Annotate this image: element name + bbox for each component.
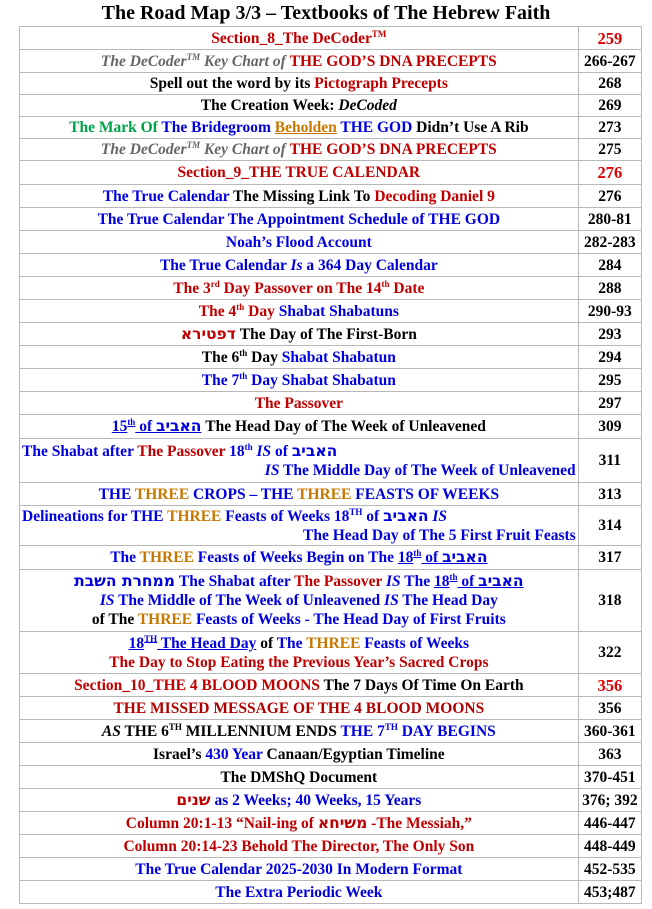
toc-row bbox=[20, 73, 642, 95]
toc-row bbox=[20, 50, 642, 73]
toc-entry[interactable]: The 4th Day Shabat Shabatuns bbox=[20, 300, 579, 323]
page-number: 288 bbox=[578, 277, 641, 300]
toc-row bbox=[20, 812, 642, 835]
page-number: 360-361 bbox=[578, 720, 641, 743]
toc-entry[interactable]: Noah’s Flood Account bbox=[20, 231, 579, 254]
toc-entry[interactable]: The 7th Day Shabat Shabatun bbox=[20, 369, 579, 392]
toc-row bbox=[20, 139, 642, 161]
page-number: 318 bbox=[578, 570, 641, 632]
toc-row bbox=[20, 300, 642, 323]
toc-entry[interactable]: Section_9_THE TRUE CALENDAR bbox=[20, 161, 579, 185]
toc-row bbox=[20, 185, 642, 208]
toc-entry[interactable]: The Creation Week: DeCoded bbox=[20, 95, 579, 117]
toc-entry[interactable]: The Extra Periodic Week bbox=[20, 881, 579, 904]
toc-row bbox=[20, 697, 642, 720]
toc-entry[interactable]: The True Calendar Is a 364 Day Calendar bbox=[20, 254, 579, 277]
toc-entry[interactable]: Israel’s 430 Year Canaan/Egyptian Timeline bbox=[20, 743, 579, 766]
page-number: 356 bbox=[578, 697, 641, 720]
toc-row bbox=[20, 881, 642, 904]
page-number: 376; 392 bbox=[578, 789, 641, 812]
toc-row bbox=[20, 346, 642, 369]
toc-entry[interactable]: The Passover bbox=[20, 392, 579, 415]
page-number: 314 bbox=[578, 506, 641, 546]
toc-row bbox=[20, 415, 642, 439]
toc-entry[interactable]: Column 20:14-23 Behold The Director, The Only Son bbox=[20, 835, 579, 858]
toc-entry[interactable]: 18TH The Head Day of The THREE Feasts of Weeks The Day to Stop Eating the Previous Year’s Sacred Crops bbox=[20, 632, 579, 674]
page-number: 290-93 bbox=[578, 300, 641, 323]
page-number: 448-449 bbox=[578, 835, 641, 858]
toc-row bbox=[20, 720, 642, 743]
toc-entry[interactable]: Delineations for THE THREE Feasts of Weeks 18TH of האביב IS The Head Day of The 5 First Fruit Feasts bbox=[20, 506, 579, 546]
toc-row bbox=[20, 766, 642, 789]
toc-entry[interactable]: The True Calendar The Appointment Schedule of THE GOD bbox=[20, 208, 579, 231]
toc-row bbox=[20, 858, 642, 881]
page-number: 268 bbox=[578, 73, 641, 95]
toc-entry[interactable]: THE MISSED MESSAGE OF THE 4 BLOOD MOONS bbox=[20, 697, 579, 720]
page-number: 282-283 bbox=[578, 231, 641, 254]
page-title: The Road Map 3/3 – Textbooks of The Hebrew Faith bbox=[101, 2, 551, 24]
page-number: 266-267 bbox=[578, 50, 641, 73]
page-number: 284 bbox=[578, 254, 641, 277]
page-number: 356 bbox=[578, 674, 641, 697]
toc-row bbox=[20, 743, 642, 766]
toc-row bbox=[20, 323, 642, 346]
page-number: 313 bbox=[578, 483, 641, 506]
toc-row bbox=[20, 506, 642, 546]
toc-entry[interactable]: The Shabat after The Passover 18th IS of האביב IS The Middle Day of The Week of Unleavened bbox=[20, 439, 579, 483]
toc-entry[interactable]: The 3rd Day Passover on The 14th Date bbox=[20, 277, 579, 300]
page-number: 317 bbox=[578, 546, 641, 570]
toc-entry[interactable]: ממחרת השבת The Shabat after The Passover IS The 18th of האביב IS The Middle of The Week of Unleavened IS The Head Day of The THREE Feasts of Weeks - The Head Day of First Fruits bbox=[20, 570, 579, 632]
toc-entry[interactable]: The True Calendar The Missing Link To Decoding Daniel 9 bbox=[20, 185, 579, 208]
page-number: 453;487 bbox=[578, 881, 641, 904]
toc-entry[interactable]: The DeCoder™ Key Chart of THE GOD’S DNA PRECEPTS bbox=[20, 139, 579, 161]
toc-row bbox=[20, 546, 642, 570]
toc-row bbox=[20, 369, 642, 392]
toc-entry[interactable]: Section_10_THE 4 BLOOD MOONS The 7 Days Of Time On Earth bbox=[20, 674, 579, 697]
page-number: 452-535 bbox=[578, 858, 641, 881]
page-number: 293 bbox=[578, 323, 641, 346]
page-number: 280-81 bbox=[578, 208, 641, 231]
toc-entry[interactable]: The 6th Day Shabat Shabatun bbox=[20, 346, 579, 369]
page-number: 446-447 bbox=[578, 812, 641, 835]
toc-entry[interactable]: The Mark Of The Bridegroom Beholden THE GOD Didn’t Use A Rib bbox=[20, 117, 579, 139]
toc-row bbox=[20, 483, 642, 506]
toc-row bbox=[20, 570, 642, 632]
toc-row bbox=[20, 277, 642, 300]
page-number: 273 bbox=[578, 117, 641, 139]
page-number: 370-451 bbox=[578, 766, 641, 789]
page-number: 297 bbox=[578, 392, 641, 415]
page-number: 275 bbox=[578, 139, 641, 161]
page-number: 322 bbox=[578, 632, 641, 674]
toc-table bbox=[19, 26, 642, 904]
toc-row bbox=[20, 161, 642, 185]
toc-entry[interactable]: דפטירא The Day of The First-Born bbox=[20, 323, 579, 346]
toc-row bbox=[20, 789, 642, 812]
toc-row bbox=[20, 835, 642, 858]
toc-row bbox=[20, 674, 642, 697]
page-number: 269 bbox=[578, 95, 641, 117]
toc-row bbox=[20, 231, 642, 254]
toc-row bbox=[20, 632, 642, 674]
toc-row bbox=[20, 439, 642, 483]
page-number: 309 bbox=[578, 415, 641, 439]
page-number: 363 bbox=[578, 743, 641, 766]
page-number: 259 bbox=[578, 27, 641, 50]
page-number: 294 bbox=[578, 346, 641, 369]
toc-entry[interactable]: 15th of האביב The Head Day of The Week of Unleavened bbox=[20, 415, 579, 439]
toc-entry[interactable]: THE THREE CROPS – THE THREE FEASTS OF WEEKS bbox=[20, 483, 579, 506]
toc-row bbox=[20, 117, 642, 139]
toc-entry[interactable]: Column 20:1-13 “Nail-ing of משיחא -The Messiah,” bbox=[20, 812, 579, 835]
page-number: 295 bbox=[578, 369, 641, 392]
toc-entry[interactable]: The THREE Feasts of Weeks Begin on The 18th of האביב bbox=[20, 546, 579, 570]
toc-entry[interactable]: The DMShQ Document bbox=[20, 766, 579, 789]
toc-entry[interactable]: שנים as 2 Weeks; 40 Weeks, 15 Years bbox=[20, 789, 579, 812]
page-number: 276 bbox=[578, 161, 641, 185]
toc-row bbox=[20, 95, 642, 117]
toc-row bbox=[20, 208, 642, 231]
toc-entry[interactable]: The True Calendar 2025-2030 In Modern Format bbox=[20, 858, 579, 881]
toc-row bbox=[20, 392, 642, 415]
page-number: 311 bbox=[578, 439, 641, 483]
page-number: 276 bbox=[578, 185, 641, 208]
toc-entry[interactable]: Section_8_The DeCoder™ bbox=[20, 27, 579, 50]
toc-entry[interactable]: The DeCoder™ Key Chart of THE GOD’S DNA PRECEPTS bbox=[20, 50, 579, 73]
toc-row bbox=[20, 27, 642, 50]
toc-row bbox=[20, 254, 642, 277]
toc-entry[interactable]: Spell out the word by its Pictograph Precepts bbox=[20, 73, 579, 95]
toc-entry[interactable]: AS THE 6TH MILLENNIUM ENDS THE 7TH DAY BEGINS bbox=[20, 720, 579, 743]
